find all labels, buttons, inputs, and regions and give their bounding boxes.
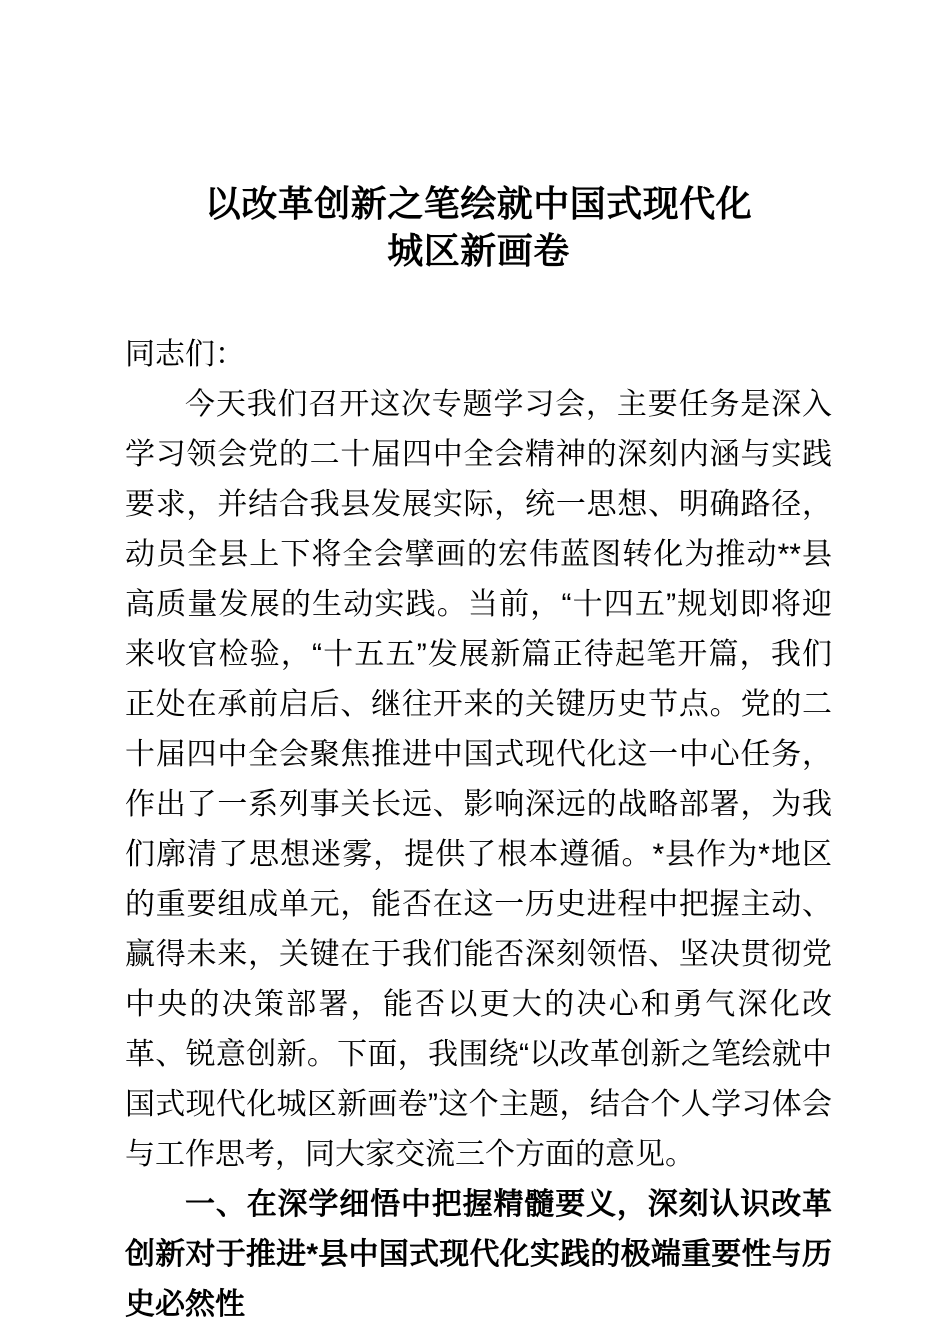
document-title-line-1: 以改革创新之笔绘就中国式现代化 (204, 183, 753, 224)
salutation: 同志们： (125, 338, 245, 371)
body-paragraph: 今天我们召开这次专题学习会，主要任务是深入学习领会党的二十届四中全会精神的深刻内涵与实践要求，并结合我县发展实际，统一思想、明确路径，动员全县上下将全会擘画的宏伟蓝图转化为推动**县高质量发展的生动实践。当前，“十四五”规划即将迎来收官检验，“十五五”发展新篇正待起笔开篇，我们正处在承前启后、继往开来的关键历史节点。党的二十届四中全会聚焦推进中国式现代化这一中心任务，作出了一系列事关长远、影响深远的战略部署，为我们廓清了思想迷雾，提供了根本遵循。*县作为*地区的重要组成单元，能否在这一历史进程中把握主动、赢得未来，关键在于我们能否深刻领悟、坚决贯彻党中央的决策部署，能否以更大的决心和勇气深化改革、锐意创新。下面，我围绕“以改革创新之笔绘就中国式现代化城区新画卷”这个主题，结合个人学习体会与工作思考，同大家交流三个方面的意见。 (125, 388, 832, 1171)
document-title-line-2: 城区新画卷 (387, 230, 570, 271)
document-title (125, 180, 832, 274)
section-heading-1: 一、在深学细悟中把握精髓要义，深刻认识改革创新对于推进*县中国式现代化实践的极端重要性与历史必然性 (125, 1188, 832, 1321)
